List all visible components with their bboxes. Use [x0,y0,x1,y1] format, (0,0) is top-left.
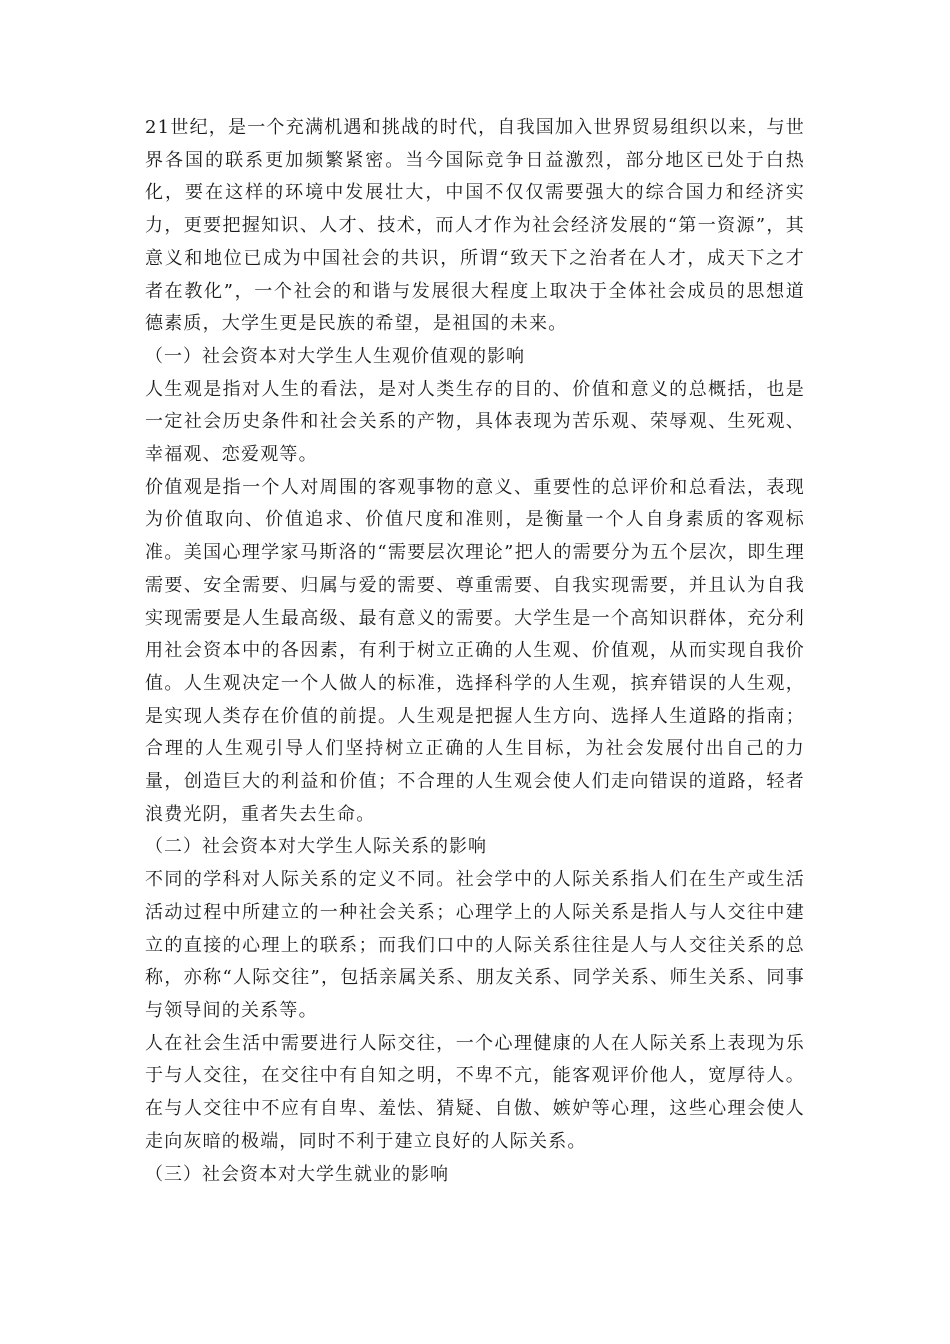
value-view-paragraph: 价值观是指一个人对周围的客观事物的意义、重要性的总评价和总看法，表现为价值取向、价值追求、价值尺度和准则，是衡量一个人自身素质的客观标准。美国心理学家马斯洛的“需要层次理论”把人的需要分为五个层次，即生理需要、安全需要、归属与爱的需要、尊重需要、自我实现需要，并且认为自我实现需要是人生最高级、最有意义的需要。大学生是一个高知识群体，充分利用社会资本中的各因素，有利于树立正确的人生观、价值观，从而实现自我价值。人生观决定一个人做人的标准，选择科学的人生观，摈弃错误的人生观，是实现人类存在价值的前提。人生观是把握人生方向、选择人生道路的指南；合理的人生观引导人们坚持树立正确的人生目标，为社会发展付出自己的力量，创造巨大的利益和价值；不合理的人生观会使人们走向错误的道路，轻者浪费光阴，重者失去生命。 [145,476,805,825]
relations-practice-paragraph: 人在社会生活中需要进行人际交往，一个心理健康的人在人际关系上表现为乐于与人交往，在交往中有自知之明，不卑不亢，能客观评价他人，宽厚待人。在与人交往中不应有自卑、羞怯、猜疑、自傲、嫉妒等心理，这些心理会使人走向灰暗的极端，同时不利于建立良好的人际关系。 [145,1032,805,1152]
section-heading-3: （三）社会资本对大学生就业的影响 [145,1163,449,1185]
section-heading-1: （一）社会资本对大学生人生观价值观的影响 [145,345,525,367]
life-view-paragraph: 人生观是指对人生的看法，是对人类生存的目的、价值和意义的总概括，也是一定社会历史条件和社会关系的产物，具体表现为苦乐观、荣辱观、生死观、幸福观、恋爱观等。 [145,378,805,466]
section-heading-2: （二）社会资本对大学生人际关系的影响 [145,836,487,858]
document-body [145,112,805,1191]
relations-definition-paragraph: 不同的学科对人际关系的定义不同。社会学中的人际关系指人们在生产或生活活动过程中所建立的一种社会关系；心理学上的人际关系是指人与人交往中建立的直接的心理上的联系；而我们口中的人际关系往往是人与人交往关系的总称，亦称“人际交往”，包括亲属关系、朋友关系、同学关系、师生关系、同事与领导间的关系等。 [145,869,805,1021]
intro-paragraph: 21世纪，是一个充满机遇和挑战的时代，自我国加入世界贸易组织以来，与世界各国的联系更加频繁紧密。当今国际竞争日益激烈，部分地区已处于白热化，要在这样的环境中发展壮大，中国不仅仅需要强大的综合国力和经济实力，更要把握知识、人才、技术，而人才作为社会经济发展的“第一资源”，其意义和地位已成为中国社会的共识，所谓“致天下之治者在人才，成天下之才者在教化”，一个社会的和谐与发展很大程度上取决于全体社会成员的思想道德素质，大学生更是民族的希望，是祖国的未来。 [145,117,805,335]
